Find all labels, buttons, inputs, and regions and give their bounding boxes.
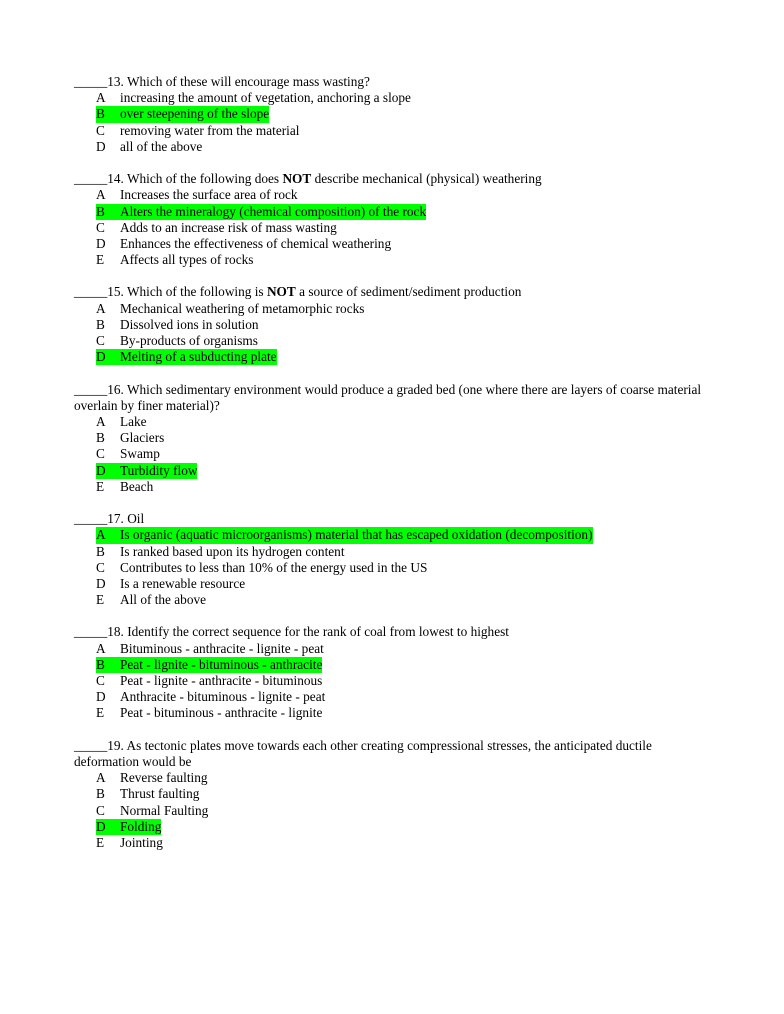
option-a[interactable] [74, 770, 704, 786]
option-letter: B [96, 656, 105, 672]
option-text: increasing the amount of vegetation, anchoring a slope [120, 90, 411, 106]
question-number: 13. [107, 74, 124, 89]
question-number: 18. [107, 624, 124, 640]
option-letter: D [96, 689, 106, 705]
option-text: Increases the surface area of rock [120, 187, 298, 203]
option-c[interactable] [74, 560, 704, 576]
option-text: Enhances the effectiveness of chemical weathering [120, 235, 392, 251]
option-letter: A [96, 527, 106, 543]
option-d[interactable] [74, 139, 704, 155]
option-text: Dissolved ions in solution [120, 316, 259, 332]
option-text: Thrust faulting [120, 786, 200, 802]
option-text: Melting of a subducting plate [120, 349, 277, 365]
option-letter: C [96, 446, 105, 462]
option-c[interactable] [74, 220, 704, 236]
option-e[interactable] [74, 479, 704, 495]
option-text: Mechanical weathering of metamorphic rocks [120, 300, 365, 316]
option-list [74, 414, 704, 495]
question-stem [74, 382, 704, 414]
emphasis-not: NOT [266, 284, 296, 300]
option-letter: A [96, 414, 106, 430]
option-text: Swamp [120, 446, 160, 462]
option-list [74, 527, 704, 608]
question-number: 14. [107, 171, 124, 187]
option-text: Affects all types of rocks [120, 252, 254, 268]
option-text: Jointing [120, 834, 163, 850]
question-number: 15. [107, 284, 124, 300]
option-text: Alters the mineralogy (chemical composition) of the rock [120, 203, 427, 219]
option-letter: B [96, 203, 105, 219]
option-d-correct[interactable] [74, 819, 704, 835]
option-c[interactable] [74, 333, 704, 349]
option-d[interactable] [74, 236, 704, 252]
answer-blank[interactable]: _____ [74, 171, 108, 187]
option-letter: E [96, 834, 105, 850]
option-letter: E [96, 705, 105, 721]
option-letter: B [96, 430, 105, 446]
option-text: Anthracite - bituminous - lignite - peat [120, 689, 326, 705]
option-d[interactable] [74, 576, 704, 592]
question-16 [74, 382, 704, 495]
option-text: All of the above [120, 592, 207, 608]
quiz-page [74, 74, 704, 867]
question-14 [74, 171, 704, 268]
option-text: Bituminous - anthracite - lignite - peat [120, 640, 324, 656]
option-text: Peat - lignite - bituminous - anthracite [120, 656, 323, 672]
option-letter: C [96, 802, 105, 818]
option-letter: E [96, 478, 105, 494]
option-letter: A [96, 770, 106, 786]
question-18 [74, 624, 704, 721]
answer-blank[interactable]: _____ [74, 381, 108, 397]
option-letter: D [96, 138, 106, 154]
question-17 [74, 511, 704, 608]
question-stem [74, 171, 704, 187]
option-text: Beach [120, 478, 154, 494]
question-text: describe mechanical (physical) weathering [311, 171, 542, 187]
answer-blank[interactable]: _____ [74, 737, 108, 753]
option-text: removing water from the material [120, 122, 300, 138]
option-text: Contributes to less than 10% of the energy used in the US [120, 559, 428, 575]
option-c[interactable] [74, 803, 704, 819]
question-text: Which of the following is [126, 284, 267, 300]
option-letter: C [96, 559, 105, 575]
option-b[interactable] [74, 786, 704, 802]
option-text: all of the above [120, 138, 203, 154]
option-a[interactable] [74, 187, 704, 203]
answer-blank[interactable]: _____ [74, 284, 108, 300]
question-19 [74, 738, 704, 851]
option-text: Reverse faulting [120, 770, 208, 786]
option-b[interactable] [74, 544, 704, 560]
option-letter: D [96, 462, 106, 478]
option-letter: B [96, 316, 105, 332]
option-letter: D [96, 818, 106, 834]
option-d[interactable] [74, 689, 704, 705]
option-letter: D [96, 349, 106, 365]
question-15 [74, 284, 704, 365]
question-text: Which sedimentary environment would produce a graded bed (one where there are layers of coarse material overlain by finer material)? [74, 381, 702, 413]
option-text: Adds to an increase risk of mass wasting [120, 219, 337, 235]
emphasis-not: NOT [282, 171, 312, 187]
option-list [74, 187, 704, 268]
option-b[interactable] [74, 317, 704, 333]
option-c[interactable] [74, 123, 704, 139]
question-stem [74, 738, 704, 770]
option-letter: E [96, 252, 105, 268]
option-letter: B [96, 786, 105, 802]
option-letter: E [96, 592, 105, 608]
option-e[interactable] [74, 835, 704, 851]
answer-blank[interactable]: _____ [74, 511, 108, 527]
option-a[interactable] [74, 301, 704, 317]
option-c[interactable] [74, 673, 704, 689]
question-text: Oil [127, 511, 145, 527]
option-letter: D [96, 235, 106, 251]
option-list [74, 770, 704, 851]
question-text: a source of sediment/sediment production [295, 284, 522, 300]
option-letter: D [96, 575, 106, 591]
option-letter: A [96, 187, 106, 203]
option-text: Lake [120, 414, 147, 430]
option-b-correct[interactable] [74, 657, 704, 673]
option-list [74, 301, 704, 366]
question-stem [74, 284, 704, 300]
option-text: Glaciers [120, 430, 165, 446]
option-e[interactable] [74, 592, 704, 608]
option-letter: A [96, 300, 106, 316]
answer-blank[interactable]: _____ [74, 624, 108, 640]
question-number: 16. [107, 381, 124, 397]
option-list [74, 641, 704, 722]
option-text: Turbidity flow [120, 462, 198, 478]
option-a[interactable] [74, 90, 704, 106]
option-letter: C [96, 219, 105, 235]
question-stem [74, 511, 704, 527]
option-text: Peat - lignite - anthracite - bituminous [120, 673, 323, 689]
option-text: Folding [120, 818, 162, 834]
option-list [74, 90, 704, 155]
option-letter: C [96, 673, 105, 689]
option-letter: C [96, 333, 105, 349]
option-b-correct[interactable] [74, 106, 704, 122]
question-text: Which of the following does [126, 171, 283, 187]
option-a[interactable] [74, 641, 704, 657]
option-a-correct[interactable] [74, 527, 704, 543]
option-letter: C [96, 122, 105, 138]
answer-blank[interactable]: _____ [74, 74, 108, 89]
option-letter: B [96, 106, 105, 122]
question-13 [74, 74, 704, 155]
question-stem [74, 74, 704, 90]
question-text: Which of these will encourage mass wasting? [126, 74, 370, 89]
option-letter: A [96, 90, 106, 106]
question-number: 17. [107, 511, 124, 527]
question-text: Identify the correct sequence for the rank of coal from lowest to highest [127, 624, 509, 640]
option-text: Is a renewable resource [120, 575, 246, 591]
option-c[interactable] [74, 446, 704, 462]
option-text: Peat - bituminous - anthracite - lignite [120, 705, 323, 721]
option-e[interactable] [74, 705, 704, 721]
option-letter: A [96, 640, 106, 656]
question-text: As tectonic plates move towards each other creating compressional stresses, the anticipated ductile deformation would be [74, 737, 652, 769]
question-number: 19. [107, 737, 124, 753]
option-text: Normal Faulting [120, 802, 209, 818]
option-d-correct[interactable] [74, 463, 704, 479]
question-stem [74, 624, 704, 640]
option-a[interactable] [74, 414, 704, 430]
option-d-correct[interactable] [74, 349, 704, 365]
option-e[interactable] [74, 252, 704, 268]
option-letter: B [96, 543, 105, 559]
option-text: Is organic (aquatic microorganisms) material that has escaped oxidation (decomposition) [120, 527, 593, 543]
option-text: By-products of organisms [120, 333, 258, 349]
option-b[interactable] [74, 430, 704, 446]
option-text: over steepening of the slope [120, 106, 270, 122]
option-text: Is ranked based upon its hydrogen content [120, 543, 345, 559]
option-b-correct[interactable] [74, 204, 704, 220]
